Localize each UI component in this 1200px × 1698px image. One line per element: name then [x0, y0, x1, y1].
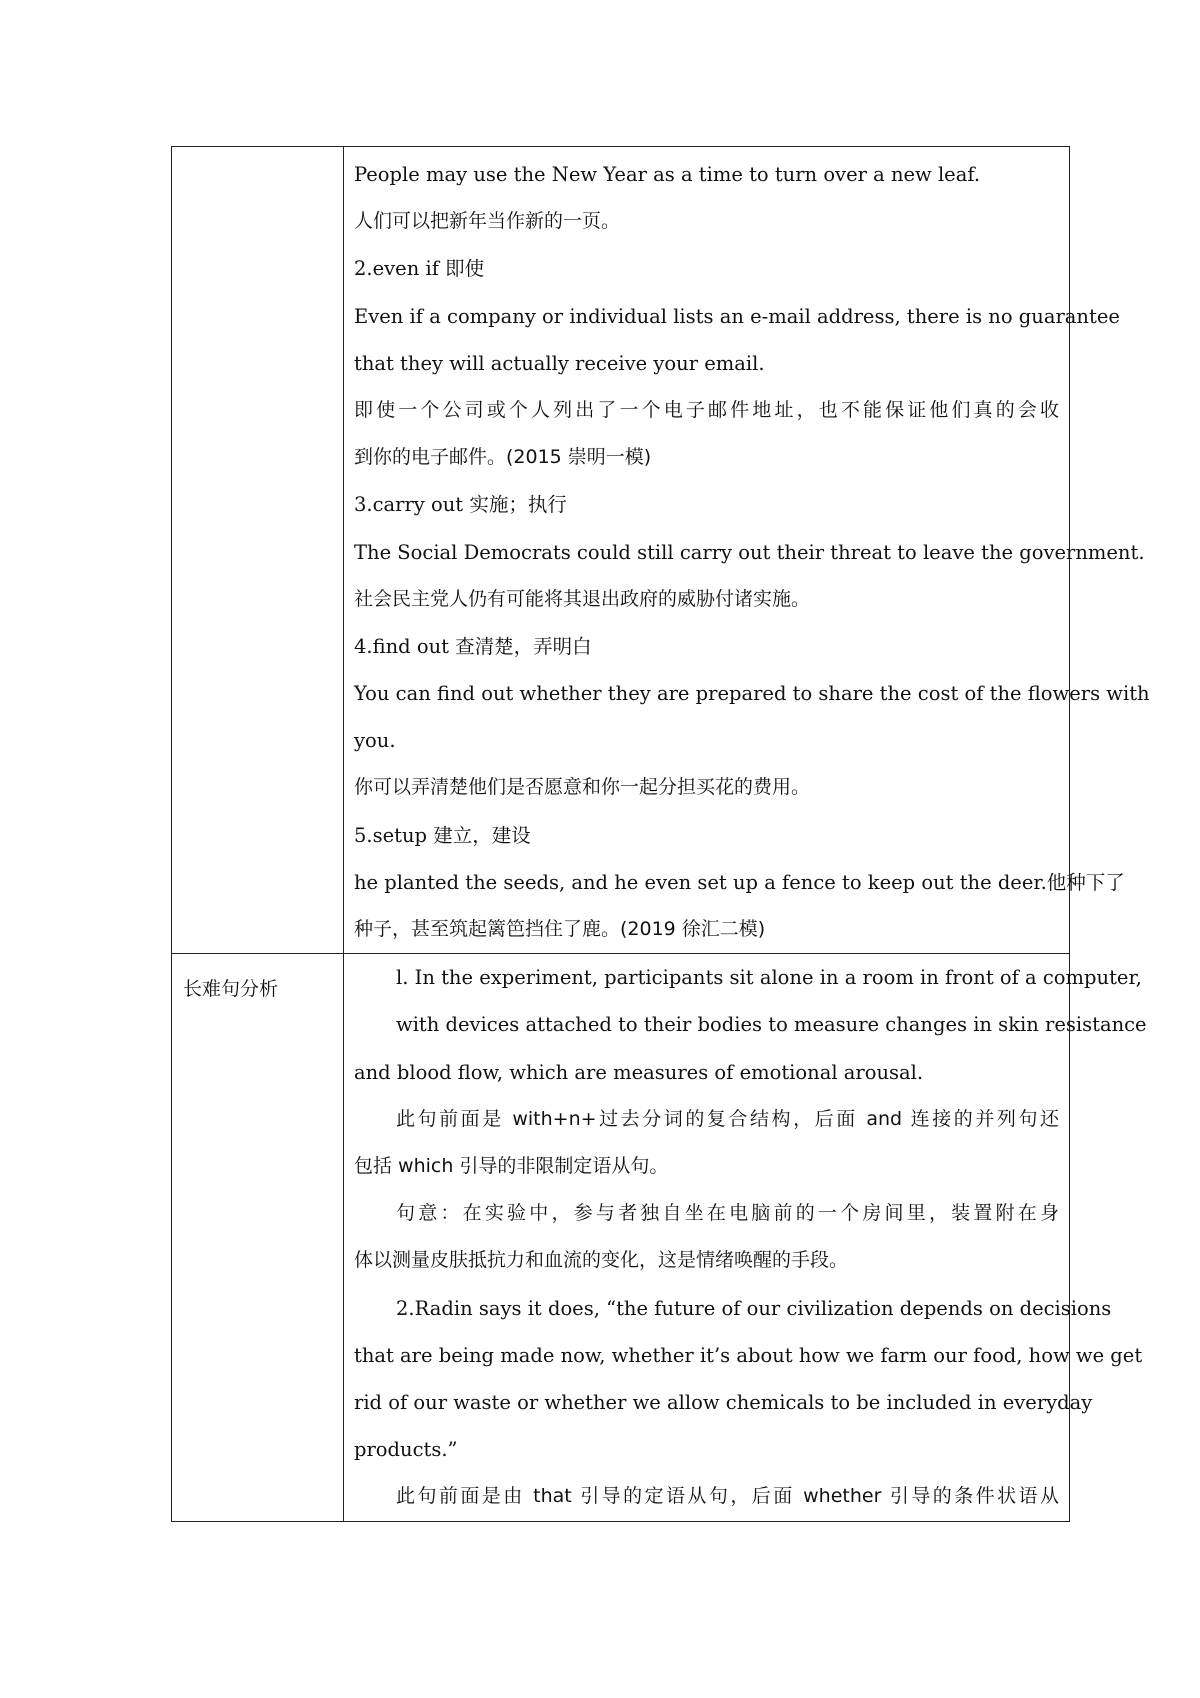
text-line: rid of our waste or whether we allow chemicals to be included in everyday — [354, 1390, 1093, 1414]
text-line: that are being made now, whether it’s about how we farm our food, how we get — [354, 1343, 1143, 1367]
text-line: that they will actually receive your email. — [354, 351, 765, 375]
table-row-sentence-analysis — [172, 954, 1070, 1522]
row-content-cell — [344, 954, 1147, 1522]
text-line: with devices attached to their bodies to measure changes in skin resistance — [396, 1013, 1147, 1037]
phrase-heading: 2.even if 即使 — [354, 257, 485, 281]
row-content-cell — [344, 147, 1150, 954]
text-line: 此句前面是 with+n+过去分词的复合结构，后面 and 连接的并列句还 — [396, 1107, 1059, 1130]
text-line: 2.Radin says it does, “the future of our civilization depends on decisions — [396, 1296, 1112, 1320]
phrase-heading: 3.carry out 实施；执行 — [354, 493, 567, 517]
text-line: you. — [354, 729, 396, 753]
text-line: 即使一个公司或个人列出了一个电子邮件地址，也不能保证他们真的会收 — [354, 398, 1059, 421]
text-line: l. In the experiment, participants sit alone in a room in front of a computer, — [396, 966, 1142, 990]
content-table — [171, 146, 1150, 1522]
text-line: 到你的电子邮件。(2015 崇明一模) — [354, 446, 652, 469]
row-label — [172, 147, 343, 159]
text-line: 包括 which 引导的非限制定语从句。 — [354, 1154, 669, 1177]
text-line: he planted the seeds, and he even set up a fence to keep out the deer.他种下了 — [354, 870, 1125, 894]
table-row-phrases — [172, 147, 1070, 954]
phrase-heading: 5.setup 建立，建设 — [354, 823, 531, 847]
text-line: 你可以弄清楚他们是否愿意和你一起分担买花的费用。 — [354, 776, 811, 799]
row-label: 长难句分析 — [183, 978, 279, 1001]
row-label-cell — [172, 147, 344, 954]
text-line: 人们可以把新年当作新的一页。 — [354, 210, 621, 233]
phrase-heading: 4.find out 查清楚，弄明白 — [354, 634, 592, 658]
text-line: products.” — [354, 1438, 458, 1462]
text-line: You can find out whether they are prepared to share the cost of the flowers with — [354, 682, 1150, 706]
text-line: 句意：在实验中，参与者独自坐在电脑前的一个房间里，装置附在身 — [396, 1202, 1059, 1225]
text-line: 种子，甚至筑起篱笆挡住了鹿。(2019 徐汇二模) — [354, 918, 766, 940]
text-line: Even if a company or individual lists an e-mail address, there is no guarantee — [354, 304, 1120, 328]
text-line: People may use the New Year as a time to turn over a new leaf. — [354, 163, 981, 186]
text-line: and blood flow, which are measures of emotional arousal. — [354, 1060, 924, 1084]
text-line: 体以测量皮肤抵抗力和血流的变化，这是情绪唤醒的手段。 — [354, 1249, 849, 1272]
row-label-cell — [172, 954, 344, 1522]
text-line: 此句前面是由 that 引导的定语从句，后面 whether 引导的条件状语从 — [396, 1485, 1059, 1508]
text-line: 社会民主党人仍有可能将其退出政府的威胁付诸实施。 — [354, 587, 811, 610]
text-line: The Social Democrats could still carry out their threat to leave the government. — [354, 540, 1145, 564]
